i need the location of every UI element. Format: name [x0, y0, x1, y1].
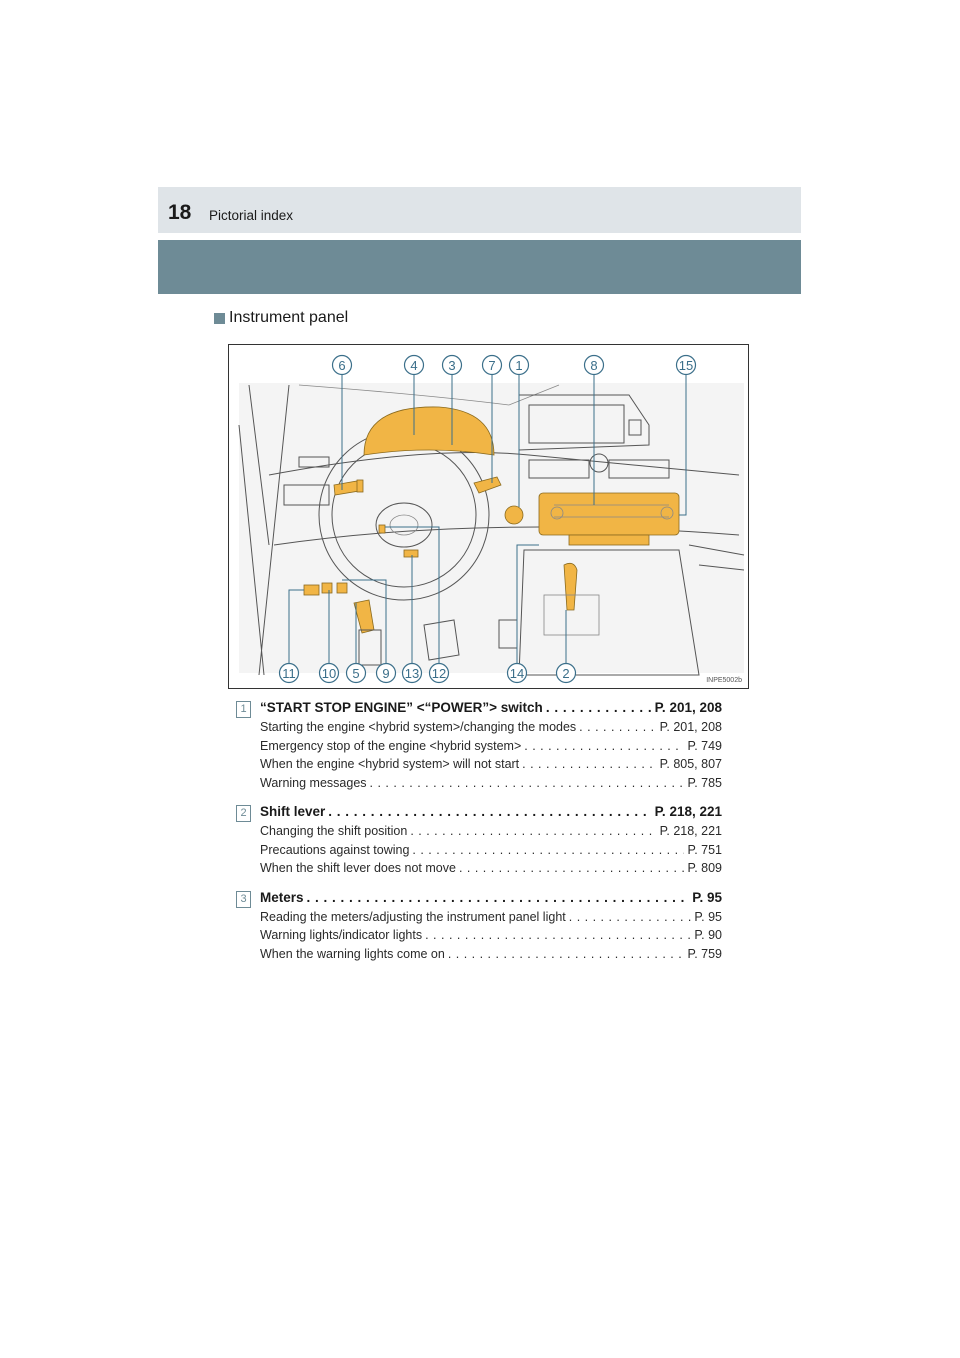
- sub-item-page-ref[interactable]: P. 809: [687, 861, 722, 875]
- callout-3: [443, 356, 462, 375]
- leader-dots: [579, 720, 656, 734]
- callout-9-label: 9: [382, 666, 390, 681]
- sub-item-label: Changing the shift position: [260, 824, 408, 838]
- sub-item: [260, 947, 722, 966]
- section-square-icon: [214, 313, 225, 324]
- sub-item: [260, 720, 722, 739]
- leader-dots: [370, 776, 685, 790]
- callout-6: [333, 356, 352, 375]
- leader-dots: [569, 910, 692, 924]
- sub-item: [260, 757, 722, 776]
- callout-5-label: 5: [352, 666, 360, 681]
- leader-dots: [448, 947, 685, 961]
- item-number-badge: 1: [236, 701, 251, 718]
- leader-dots: [307, 890, 690, 905]
- page-number: 18: [168, 201, 192, 224]
- sub-item-page-ref[interactable]: P. 749: [687, 738, 722, 753]
- callout-2-label: 2: [562, 666, 570, 681]
- leader-dots: [425, 928, 691, 942]
- item-number-badge: 2: [236, 805, 251, 822]
- sub-item-page-ref[interactable]: P. 218, 221: [659, 824, 722, 838]
- sub-item-label: When the engine <hybrid system> will not start: [260, 757, 520, 771]
- sub-item-page-ref[interactable]: P. 95: [694, 909, 722, 924]
- sub-item: [260, 910, 722, 929]
- sub-item-label: Warning messages: [260, 775, 367, 790]
- sub-item-page-ref[interactable]: P. 201, 208: [659, 720, 722, 734]
- sub-item: [260, 928, 722, 947]
- callout-2: [557, 664, 576, 683]
- item-number-badge: 3: [236, 891, 251, 908]
- item-main-line: [260, 804, 722, 824]
- sub-item-page-ref[interactable]: P. 805, 807: [659, 757, 722, 771]
- sub-item-page-ref[interactable]: P. 785: [687, 775, 722, 790]
- list-item: [236, 804, 722, 880]
- callout-10-label: 10: [321, 666, 337, 681]
- callout-10: [320, 664, 339, 683]
- callout-1: [510, 356, 529, 375]
- item-label: Shift lever: [260, 804, 326, 819]
- item-page-ref[interactable]: P. 201, 208: [654, 700, 722, 715]
- sub-item-label: When the shift lever does not move: [260, 861, 456, 875]
- callout-1-label: 1: [515, 358, 523, 373]
- title-band: [158, 240, 801, 294]
- sub-item: [260, 843, 722, 862]
- leader-dots: [524, 739, 684, 753]
- instrument-panel-illustration: [229, 345, 749, 689]
- figure-code: INPE5002b: [706, 677, 742, 684]
- callout-15: [677, 356, 696, 375]
- sub-item-label: Reading the meters/adjusting the instrument panel light: [260, 909, 566, 924]
- section-title: Instrument panel: [229, 309, 349, 326]
- item-label: Meters: [260, 889, 304, 905]
- sub-item: [260, 824, 722, 843]
- callout-13-label: 13: [404, 666, 420, 681]
- callout-8-label: 8: [590, 358, 598, 373]
- sub-item-label: Precautions against towing: [260, 842, 410, 857]
- callout-14: [508, 664, 527, 683]
- sub-item-page-ref[interactable]: P. 90: [694, 928, 722, 942]
- sub-item-page-ref[interactable]: P. 759: [687, 946, 722, 961]
- section-heading: [214, 309, 348, 327]
- leader-dots: [328, 804, 651, 819]
- callout-9: [377, 664, 396, 683]
- callout-11-label: 11: [282, 666, 296, 681]
- callout-11: [280, 664, 299, 683]
- callout-4-label: 4: [410, 358, 418, 373]
- item-page-ref[interactable]: P. 218, 221: [654, 804, 722, 819]
- leader-dots: [522, 757, 657, 771]
- callout-8: [585, 356, 604, 375]
- callout-6-label: 6: [338, 358, 346, 373]
- sub-item-label: Starting the engine <hybrid system>/changing the modes: [260, 720, 577, 734]
- item-list: [236, 700, 722, 975]
- callout-15-label: 15: [678, 358, 694, 373]
- callout-12: [430, 664, 449, 683]
- callout-7-label: 7: [488, 358, 496, 373]
- callout-4: [405, 356, 424, 375]
- sub-item-page-ref[interactable]: P. 751: [687, 842, 722, 857]
- sub-item: [260, 776, 722, 795]
- callout-5: [347, 664, 366, 683]
- leader-dots: [546, 700, 652, 715]
- callout-12-label: 12: [431, 666, 447, 681]
- sub-item-label: When the warning lights come on: [260, 946, 445, 961]
- sub-item: [260, 861, 722, 880]
- item-label: “START STOP ENGINE” <“POWER”> switch: [260, 700, 543, 715]
- sub-item-label: Emergency stop of the engine <hybrid system>: [260, 738, 522, 753]
- list-item: [236, 890, 722, 966]
- item-main-line: [260, 890, 722, 910]
- leader-dots: [410, 824, 656, 838]
- list-item: [236, 700, 722, 794]
- callout-3-label: 3: [448, 358, 456, 373]
- item-main-line: [260, 700, 722, 720]
- leader-dots: [459, 861, 685, 875]
- instrument-panel-figure: [228, 344, 749, 689]
- callout-7: [483, 356, 502, 375]
- item-page-ref[interactable]: P. 95: [692, 889, 722, 905]
- sub-item: [260, 739, 722, 758]
- leader-dots: [412, 843, 684, 857]
- header-title: Pictorial index: [209, 208, 294, 223]
- sub-item-label: Warning lights/indicator lights: [260, 928, 423, 942]
- callout-13: [403, 664, 422, 683]
- callout-14-label: 14: [509, 666, 525, 681]
